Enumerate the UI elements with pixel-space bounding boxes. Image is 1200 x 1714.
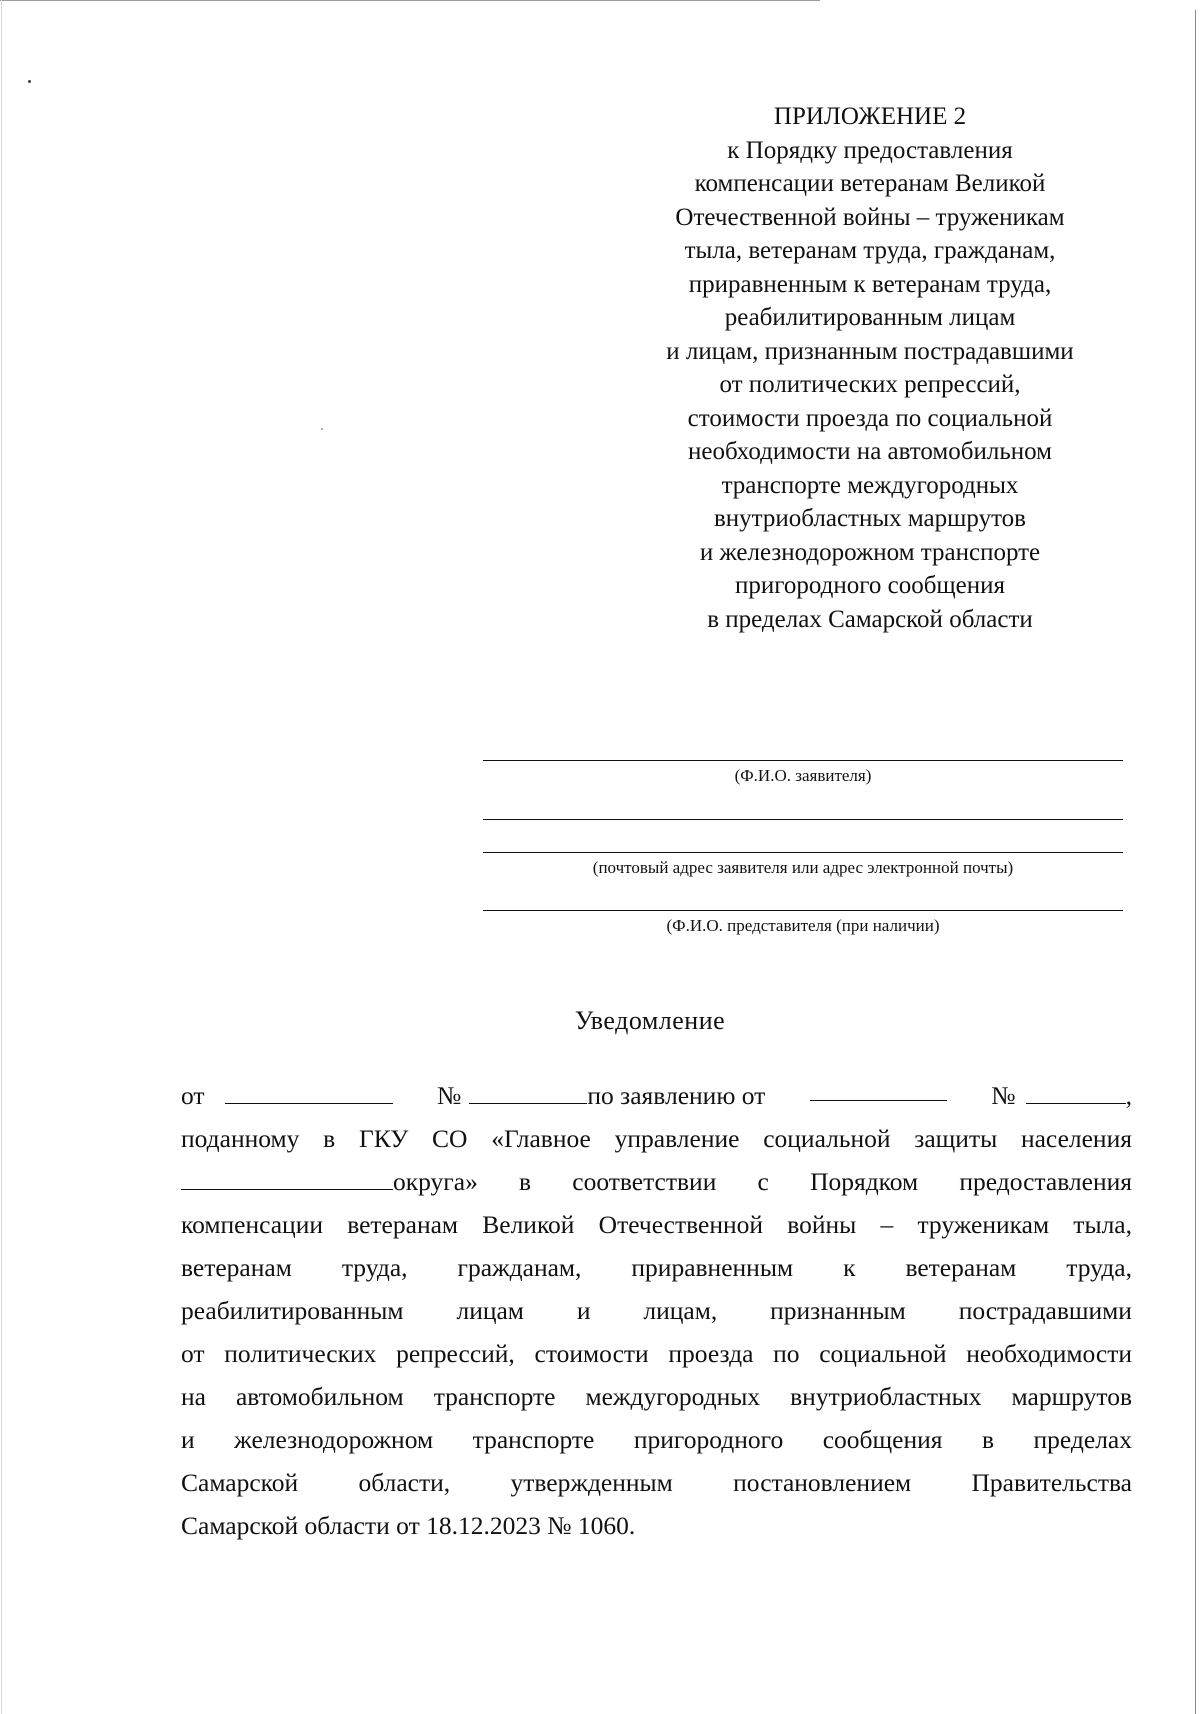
notice-line-8 bbox=[181, 1375, 1132, 1418]
notice-line-7 bbox=[181, 1332, 1132, 1375]
scan-top-edge bbox=[0, 0, 820, 1]
address-rule-2[interactable] bbox=[483, 852, 1123, 853]
line-text: Самарской области от 18.12.2023 № 1060. bbox=[181, 1511, 636, 1540]
word: утвержденным bbox=[510, 1468, 673, 1497]
word: сообщения bbox=[822, 1425, 943, 1454]
word: СО bbox=[432, 1124, 468, 1153]
notice-line-2 bbox=[181, 1117, 1132, 1160]
appendix-line: от политических репрессий, bbox=[719, 371, 1021, 398]
word: реабилитированным bbox=[181, 1296, 404, 1325]
word: приравненным bbox=[631, 1253, 794, 1282]
notice-date-field[interactable] bbox=[225, 1077, 393, 1104]
applicant-name-field[interactable] bbox=[483, 760, 1123, 787]
scan-left-edge bbox=[1, 0, 2, 1714]
appendix-line: ПРИЛОЖЕНИЕ 2 bbox=[773, 103, 967, 130]
word: с bbox=[757, 1167, 769, 1196]
applicant-address-caption: (почтовый адрес заявителя или адрес электронной почты) bbox=[592, 858, 1014, 877]
word: пострадавшими bbox=[958, 1296, 1132, 1325]
applicant-address-line-1[interactable] bbox=[483, 819, 1123, 820]
word: защиты bbox=[914, 1124, 998, 1153]
word: войны bbox=[787, 1210, 857, 1239]
number-group bbox=[437, 1074, 765, 1117]
word: труженикам bbox=[917, 1210, 1050, 1239]
word: соответствии bbox=[572, 1167, 717, 1196]
appendix-line: необходимости на автомобильном bbox=[688, 438, 1052, 465]
word: тыла, bbox=[1073, 1210, 1132, 1239]
appendix-line: к Порядку предоставления bbox=[727, 136, 1013, 164]
word: поданному bbox=[181, 1124, 300, 1153]
word: – bbox=[880, 1210, 894, 1239]
from-group bbox=[181, 1074, 393, 1117]
word: труда, bbox=[341, 1253, 408, 1282]
word: Порядком bbox=[810, 1167, 919, 1196]
scan-speck bbox=[28, 80, 31, 83]
word: лицам bbox=[456, 1296, 524, 1325]
word: в bbox=[323, 1124, 336, 1153]
word: в bbox=[981, 1425, 995, 1454]
appendix-line: и железнодорожном транспорте bbox=[699, 538, 1041, 566]
word: «Главное bbox=[491, 1124, 591, 1153]
word: к bbox=[843, 1253, 856, 1282]
from-word: от bbox=[181, 1081, 205, 1110]
word: области, bbox=[358, 1468, 451, 1497]
appendix-line: Отечественной войны – труженикам bbox=[675, 203, 1065, 231]
notice-line-4 bbox=[181, 1203, 1132, 1246]
application-number-field[interactable] bbox=[1026, 1077, 1126, 1104]
scan-right-edge bbox=[1195, 10, 1196, 1714]
notice-line-6 bbox=[181, 1289, 1132, 1332]
line-text: на автомобильном транспорте междугородных внутриобластных маршрутов bbox=[181, 1382, 1132, 1411]
word: Отечественной bbox=[598, 1210, 764, 1239]
application-number-group bbox=[991, 1074, 1132, 1117]
appendix-line: и лицам, признанным пострадавшими bbox=[666, 337, 1074, 365]
applicant-address-field[interactable] bbox=[483, 852, 1123, 879]
word: ГКУ bbox=[358, 1124, 409, 1153]
representative-name-line[interactable] bbox=[483, 910, 1123, 911]
applicant-name-line[interactable] bbox=[483, 760, 1123, 761]
notice-line-10 bbox=[181, 1461, 1132, 1504]
district-name-field[interactable] bbox=[181, 1163, 393, 1190]
word: ветеранам bbox=[181, 1253, 292, 1282]
appendix-line: внутриобластных маршрутов bbox=[714, 505, 1026, 532]
address-rule-1[interactable] bbox=[483, 819, 1123, 820]
appendix-line: в пределах Самарской области bbox=[707, 605, 1033, 633]
by-application-text: по заявлению от bbox=[587, 1081, 766, 1110]
word: постановлением bbox=[733, 1468, 912, 1497]
word: Великой bbox=[482, 1210, 575, 1239]
number-sign-2: № bbox=[991, 1081, 1016, 1110]
notice-line-3 bbox=[181, 1160, 1132, 1203]
district-group bbox=[181, 1160, 478, 1203]
word: в bbox=[519, 1167, 532, 1196]
word: труда, bbox=[1066, 1253, 1132, 1282]
word: пределах bbox=[1033, 1425, 1132, 1454]
word: пригородного bbox=[633, 1425, 784, 1454]
appendix-line: приравненным к ветеранам труда, bbox=[688, 270, 1052, 298]
word: населения bbox=[1020, 1124, 1132, 1153]
word: предоставления bbox=[959, 1167, 1132, 1196]
appendix-header bbox=[600, 100, 1140, 636]
comma: , bbox=[1125, 1081, 1132, 1110]
word: Самарской bbox=[181, 1468, 299, 1497]
word: признанным bbox=[770, 1296, 906, 1325]
notice-line-9 bbox=[181, 1418, 1132, 1461]
notice-body bbox=[181, 1074, 1132, 1547]
scan-speck bbox=[321, 428, 323, 430]
document-title: Уведомление bbox=[574, 1006, 726, 1035]
application-date-group bbox=[810, 1074, 947, 1117]
representative-name-field[interactable] bbox=[483, 910, 1123, 937]
word: и bbox=[576, 1296, 591, 1325]
word: Правительства bbox=[971, 1468, 1132, 1497]
appendix-line: реабилитированным лицам bbox=[724, 304, 1016, 331]
appendix-line: пригородного сообщения bbox=[734, 572, 1006, 599]
notice-line-11 bbox=[181, 1504, 1132, 1547]
appendix-line: тыла, ветеранам труда, гражданам, bbox=[684, 237, 1056, 264]
word: ветеранам bbox=[905, 1253, 1017, 1282]
word: компенсации bbox=[181, 1210, 323, 1239]
notice-line-1 bbox=[181, 1074, 1132, 1117]
word: лицам, bbox=[643, 1296, 718, 1325]
notice-number-field[interactable] bbox=[469, 1077, 587, 1104]
district-suffix: округа» bbox=[393, 1167, 478, 1196]
appendix-line: компенсации ветеранам Великой bbox=[694, 170, 1046, 197]
applicant-name-caption: (Ф.И.О. заявителя) bbox=[734, 766, 872, 785]
appendix-line: транспорте междугородных bbox=[721, 471, 1019, 499]
word: гражданам, bbox=[457, 1253, 582, 1282]
word: ветеранам bbox=[347, 1210, 459, 1239]
representative-caption: (Ф.И.О. представителя (при наличии) bbox=[666, 916, 940, 935]
application-date-field[interactable] bbox=[810, 1074, 947, 1101]
number-sign: № bbox=[437, 1081, 462, 1110]
word: социальной bbox=[763, 1124, 891, 1153]
word: транспорте bbox=[472, 1425, 595, 1454]
word: и bbox=[181, 1425, 195, 1454]
appendix-line: стоимости проезда по социальной bbox=[687, 404, 1053, 432]
word: управление bbox=[614, 1124, 740, 1153]
word: железнодорожном bbox=[234, 1425, 434, 1454]
line-text: от политических репрессий, стоимости проезда по социальной необходимости bbox=[181, 1339, 1132, 1368]
notice-line-5 bbox=[181, 1246, 1132, 1289]
